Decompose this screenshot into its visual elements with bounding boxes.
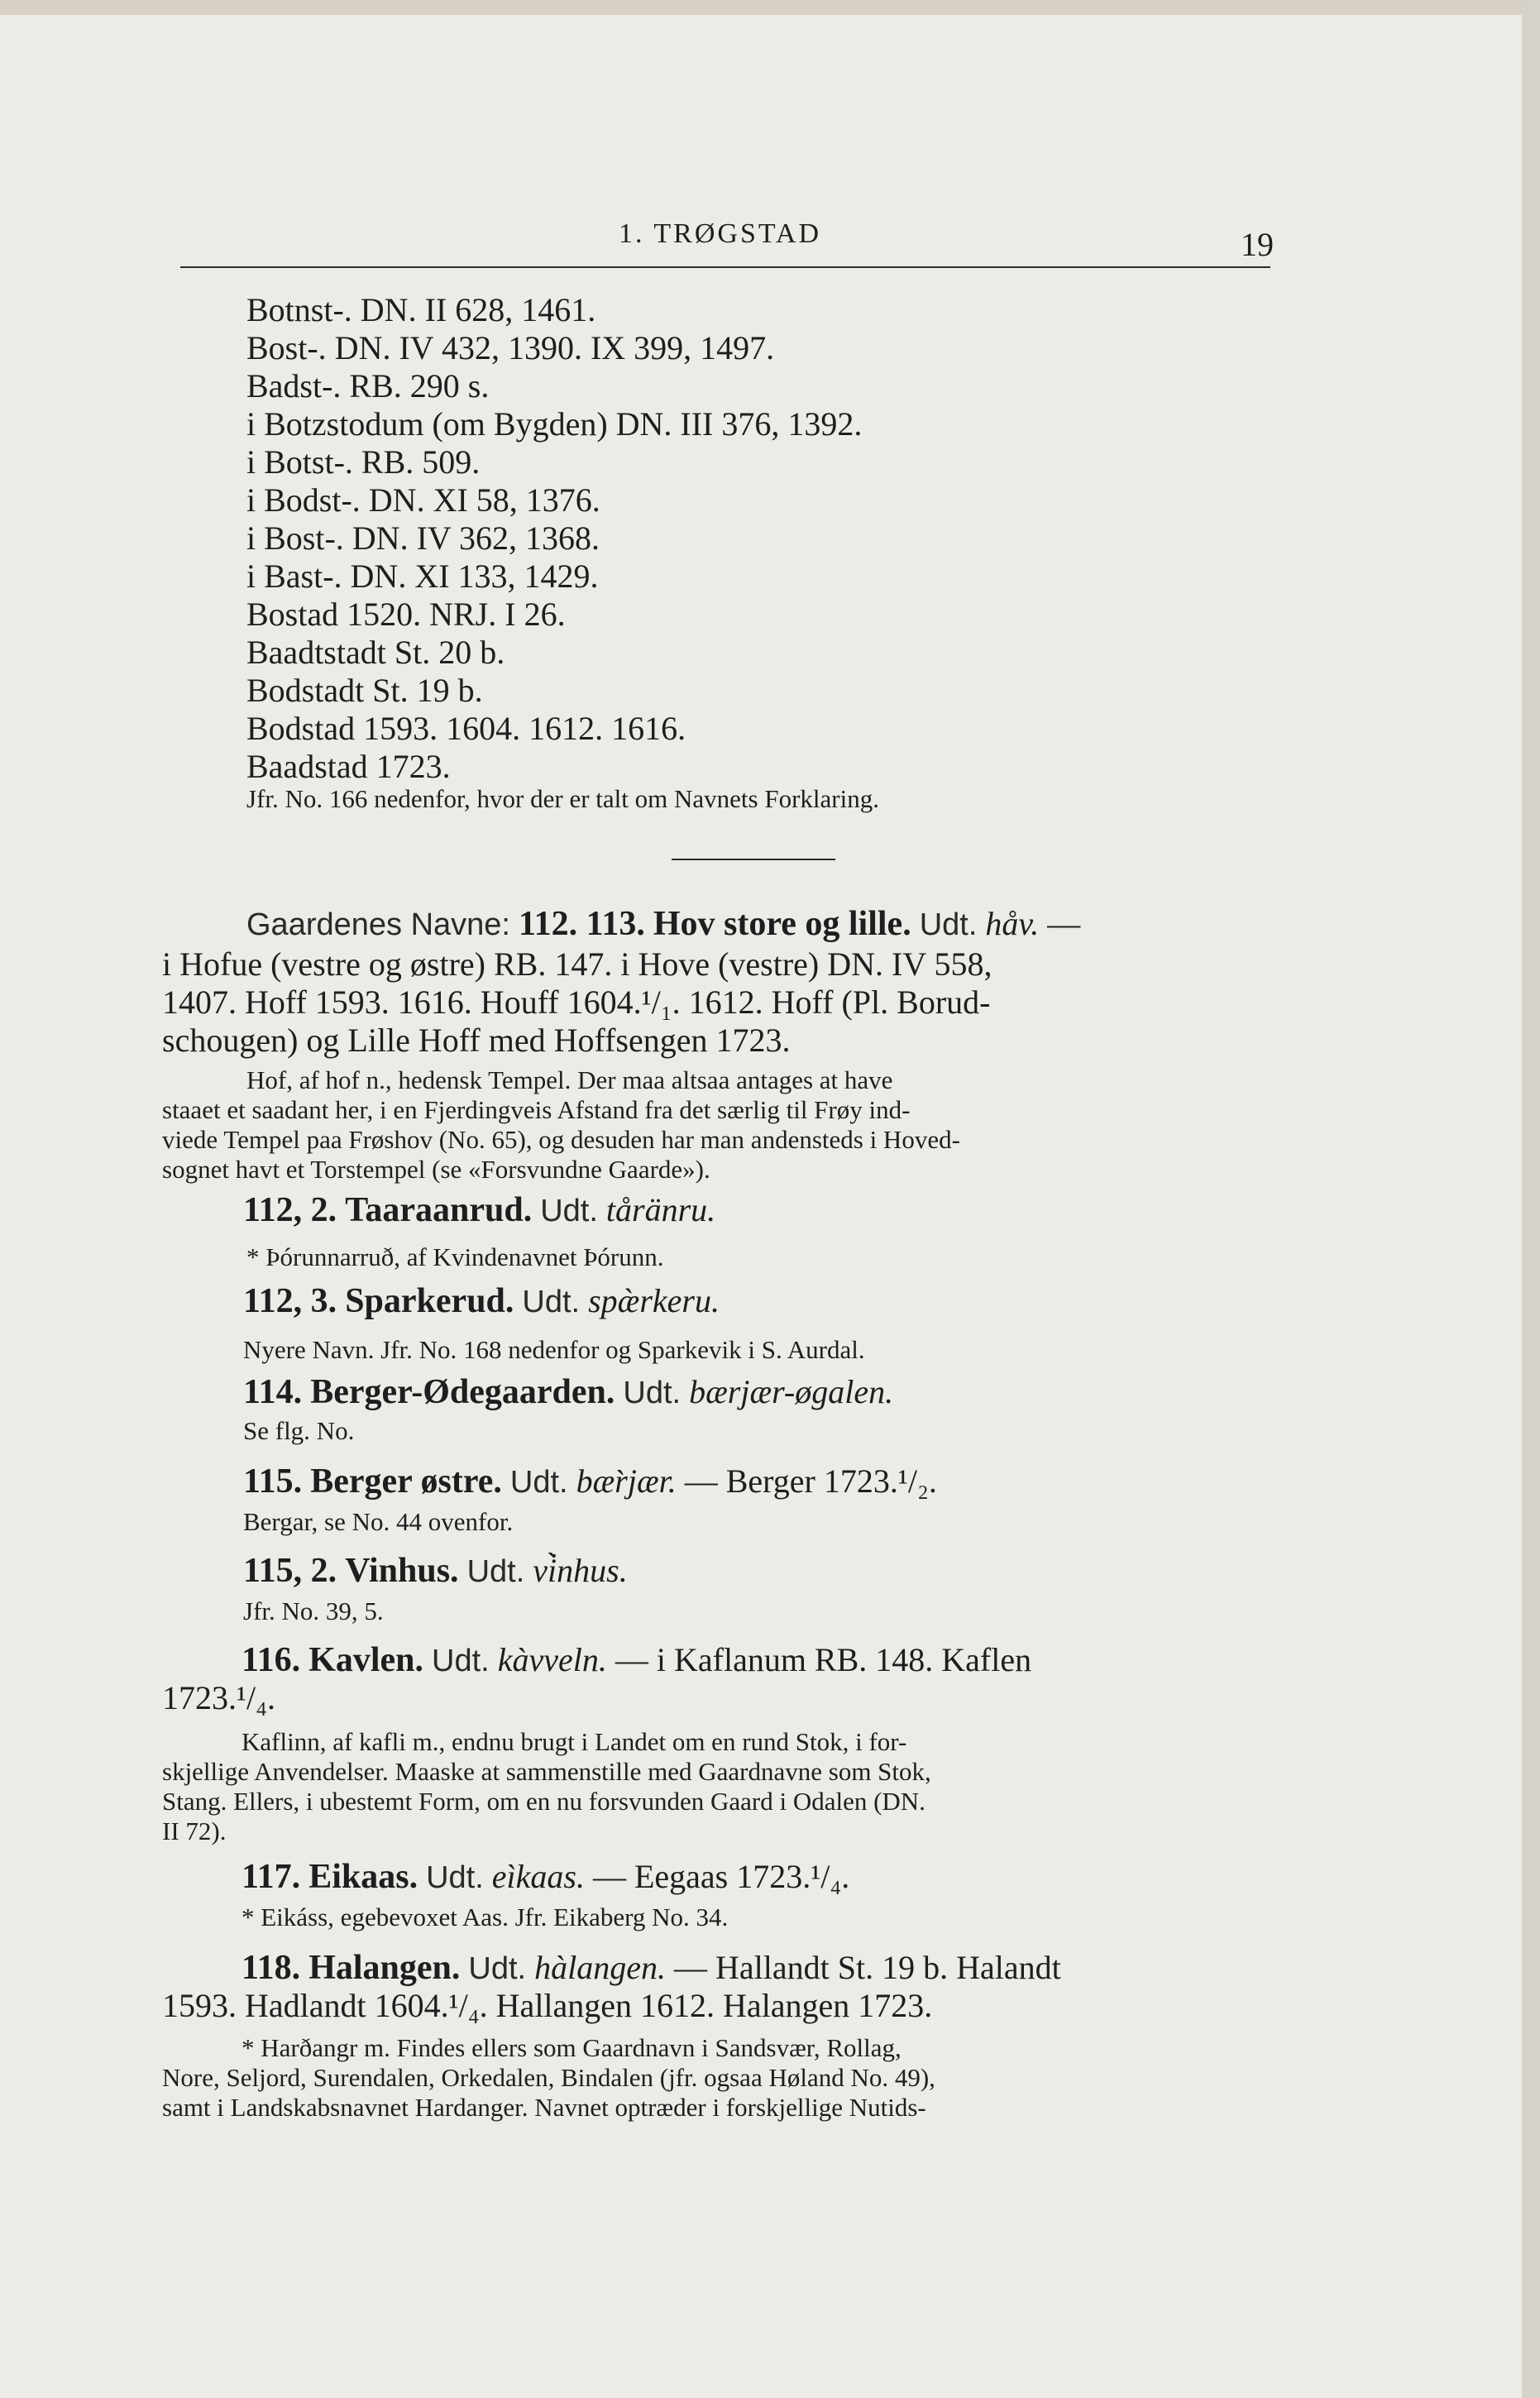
entry-note: * Harðangr m. Findes ellers som Gaardnavn i Sandsvær, Rollag, — [242, 2033, 902, 2062]
entry-line: i Hofue (vestre og østre) RB. 147. i Hove (vestre) DN. IV 558, — [162, 945, 992, 983]
entry-number: 115, 2. — [243, 1552, 337, 1590]
udt-label: Udt. — [426, 1860, 484, 1895]
form-line: i Bast-. DN. XI 133, 1429. — [246, 558, 599, 595]
form-line: Badst-. RB. 290 s. — [246, 367, 490, 404]
entry-116 — [242, 1641, 1031, 1680]
form-line: Bodstadt St. 19 b. — [246, 672, 483, 709]
udt-label: Udt. — [540, 1194, 598, 1228]
entry-number: 112, 3. — [243, 1282, 337, 1320]
entry-note: * Eikáss, egebevoxet Aas. Jfr. Eikaberg No. 34. — [242, 1903, 729, 1931]
entry-number: 112. 113. — [518, 905, 645, 943]
entry-112-2 — [243, 1191, 715, 1230]
entry-name: Berger østre. — [310, 1462, 502, 1501]
entry-number: 115. — [243, 1462, 303, 1501]
forms-note: Jfr. No. 166 nedenfor, hvor der er talt om Navnets Forklaring. — [246, 784, 879, 813]
entry-name: Sparkerud. — [345, 1282, 514, 1320]
entry-rest: — i Kaflanum RB. 148. Kaflen — [615, 1641, 1032, 1678]
form-line: i Bodst-. DN. XI 58, 1376. — [246, 481, 600, 519]
entry-note: Se flg. No. — [243, 1416, 355, 1445]
entry-number: 114. — [243, 1373, 303, 1411]
entry-name: Eikaas. — [308, 1858, 418, 1896]
udt-label: Udt. — [432, 1644, 490, 1678]
entry-note: Hof, af hof n., hedensk Tempel. Der maa altsaa antages at have — [246, 1065, 893, 1094]
entry-note: Nyere Navn. Jfr. No. 168 nedenfor og Sparkevik i S. Aurdal. — [243, 1335, 865, 1364]
entry-line: 1407. Hoff 1593. 1616. Houff 1604.¹/₁. 1612. Hoff (Pl. Borud- — [162, 984, 991, 1021]
entry-note: Nore, Seljord, Surendalen, Orkedalen, Bindalen (jfr. ogsaa Høland No. 49), — [162, 2063, 935, 2092]
pronunciation: eìkaas. — [491, 1858, 585, 1895]
entry-note: Jfr. No. 39, 5. — [243, 1596, 384, 1625]
running-title: 1. TRØGSTAD — [619, 218, 822, 249]
pronunciation: tåränru. — [605, 1191, 716, 1228]
entry-name: Vinhus. — [345, 1552, 459, 1590]
entry-note: samt i Landskabsnavnet Hardanger. Navnet optræder i forskjellige Nutids- — [162, 2093, 926, 2122]
entry-note: Bergar, se No. 44 ovenfor. — [243, 1507, 514, 1536]
pronunciation: bær̀jær. — [576, 1462, 677, 1500]
entry-name: Halangen. — [308, 1949, 461, 1987]
entry-line: schougen) og Lille Hoff med Hoffsengen 1723. — [162, 1022, 791, 1059]
pronunciation: spæ̀rkeru. — [588, 1282, 720, 1319]
form-line: Baadstad 1723. — [246, 748, 451, 785]
form-line: Bodstad 1593. 1604. 1612. 1616. — [246, 710, 686, 747]
entry-name: Kavlen. — [308, 1641, 424, 1679]
form-line: Bost-. DN. IV 432, 1390. IX 399, 1497. — [246, 329, 775, 366]
form-line: i Botst-. RB. 509. — [246, 443, 481, 481]
udt-label: Udt. — [468, 1951, 527, 1986]
udt-label: Udt. — [919, 907, 978, 942]
entry-number: 117. — [242, 1858, 301, 1896]
entry-line: 1723.¹/₄. — [162, 1679, 276, 1716]
pronunciation: kàvveln. — [497, 1641, 607, 1678]
udt-label: Udt. — [623, 1376, 682, 1410]
entry-rest: — Hallandt St. 19 b. Halandt — [673, 1949, 1061, 1986]
pronunciation: håv. — [985, 905, 1040, 942]
udt-label: Udt. — [466, 1554, 525, 1589]
name-forms-list — [246, 291, 862, 786]
pronunciation: bærjær-øgalen. — [689, 1373, 894, 1410]
entry-note: Stang. Ellers, i ubestemt Form, om en nu forsvunden Gaard i Odalen (DN. — [162, 1787, 925, 1816]
running-header — [180, 217, 1274, 268]
entry-note: viede Tempel paa Frøshov (No. 65), og desuden har man andensteds i Hoved- — [162, 1125, 960, 1154]
form-line: i Botzstodum (om Bygden) DN. III 376, 1392. — [246, 405, 863, 443]
udt-label: Udt. — [509, 1465, 568, 1500]
entry-number: 112, 2. — [243, 1191, 337, 1229]
form-line: i Bost-. DN. IV 362, 1368. — [246, 519, 600, 557]
scan-edge — [1522, 0, 1540, 2398]
entry-115 — [243, 1462, 937, 1501]
entry-rest: — Berger 1723.¹/₂. — [684, 1462, 937, 1500]
entry-number: 118. — [242, 1949, 301, 1987]
scan-edge — [0, 0, 1540, 15]
form-line: Botnst-. DN. II 628, 1461. — [246, 291, 596, 328]
udt-label: Udt. — [522, 1285, 581, 1319]
entry-117 — [242, 1858, 849, 1897]
page-number: 19 — [1241, 226, 1274, 263]
entry-note: * Þórunnarruð, af Kvindenavnet Þórunn. — [246, 1242, 664, 1271]
pronunciation: vi̇̀nhus. — [533, 1552, 628, 1589]
entry-118 — [242, 1949, 1061, 1988]
entry-dash: — — [1047, 905, 1081, 942]
entry-name: Berger-Ødegaarden. — [310, 1373, 615, 1411]
entry-note: sognet havt et Torstempel (se «Forsvundne Gaarde»). — [162, 1155, 710, 1184]
form-line: Bostad 1520. NRJ. I 26. — [246, 596, 566, 633]
entry-115-2 — [243, 1552, 628, 1591]
entry-note: Kaflinn, af kafli m., endnu brugt i Landet om en rund Stok, i for- — [242, 1727, 907, 1756]
entry-rest: — Eegaas 1723.¹/₄. — [592, 1858, 850, 1895]
entry-line: 1593. Hadlandt 1604.¹/₄. Hallangen 1612. Halangen 1723. — [162, 1987, 933, 2024]
entry-112-113 — [246, 905, 1080, 944]
entry-note: II 72). — [162, 1816, 227, 1845]
entry-note: skjellige Anvendelser. Maaske at sammenstille med Gaardnavne som Stok, — [162, 1757, 931, 1786]
form-line: Baadtstadt St. 20 b. — [246, 634, 505, 671]
entry-112-3 — [243, 1282, 720, 1321]
section-divider — [672, 859, 835, 860]
entry-name: Taaraanrud. — [345, 1191, 533, 1229]
entry-prefix: Gaardenes Navne: — [246, 907, 510, 942]
entry-114 — [243, 1373, 893, 1412]
entry-number: 116. — [242, 1641, 301, 1679]
pronunciation: hàlangen. — [534, 1949, 666, 1986]
entry-name: Hov store og lille. — [653, 905, 911, 943]
entry-note: staaet et saadant her, i en Fjerdingveis Afstand fra det særlig til Frøy ind- — [162, 1095, 911, 1124]
